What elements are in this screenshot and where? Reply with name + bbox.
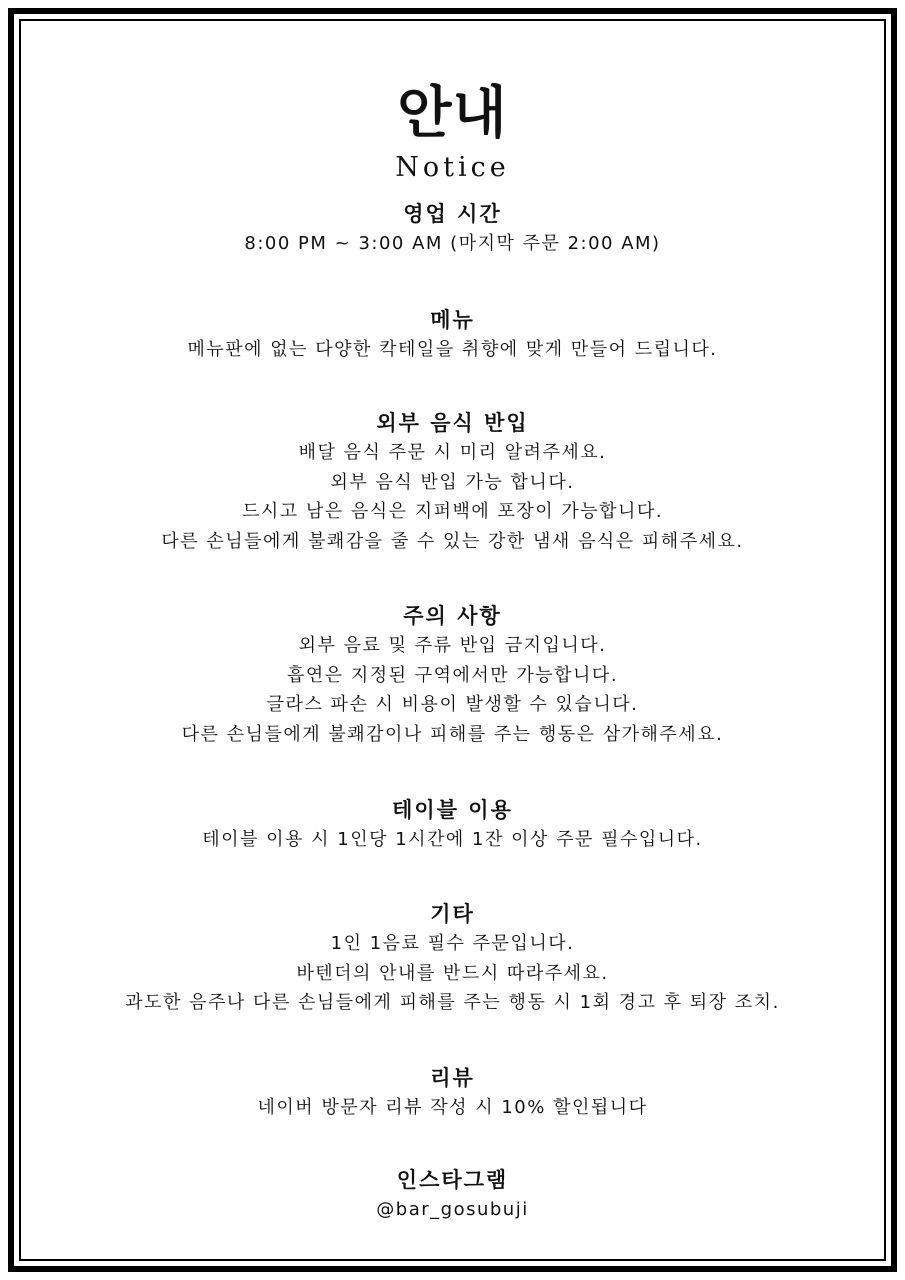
cautions-line-1: 외부 음료 및 주류 반입 금지입니다. bbox=[298, 635, 607, 656]
notice-title-english: Notice bbox=[395, 152, 510, 183]
section-instagram bbox=[0, 1165, 905, 1225]
section-heading-menu: 메뉴 bbox=[430, 308, 475, 332]
outside-food-line-3: 드시고 남은 음식은 지퍼백에 포장이 가능합니다. bbox=[241, 501, 664, 522]
section-table-use bbox=[0, 795, 905, 855]
outside-food-line-4: 다른 손님들에게 불쾌감을 줄 수 있는 강한 냄새 음식은 피해주세요. bbox=[161, 530, 744, 552]
other-line-2: 바텐더의 안내를 반드시 따라주세요. bbox=[296, 962, 609, 984]
section-business-hours bbox=[0, 199, 905, 259]
section-review bbox=[0, 1063, 905, 1123]
table-use-text: 테이블 이용 시 1인당 1시간에 1잔 이상 주문 필수입니다. bbox=[202, 829, 703, 850]
instagram-handle: @bar_gosubuji bbox=[376, 1199, 529, 1220]
menu-text: 메뉴판에 없는 다양한 칵테일을 취향에 맞게 만들어 드립니다. bbox=[187, 339, 718, 360]
section-heading-table-use: 테이블 이용 bbox=[392, 798, 513, 822]
section-heading-review: 리뷰 bbox=[430, 1066, 475, 1090]
notice-title-korean: 안내 bbox=[397, 80, 508, 146]
review-text: 네이버 방문자 리뷰 작성 시 10% 할인됩니다 bbox=[257, 1097, 648, 1118]
other-line-3: 과도한 음주나 다른 손님들에게 피해를 주는 행동 시 1회 경고 후 퇴장 조치. bbox=[125, 992, 780, 1013]
section-outside-food bbox=[0, 408, 905, 556]
section-cautions bbox=[0, 601, 905, 749]
section-heading-business-hours: 영업 시간 bbox=[403, 202, 502, 226]
section-menu bbox=[0, 305, 905, 365]
section-heading-instagram: 인스타그램 bbox=[396, 1168, 509, 1192]
section-heading-cautions: 주의 사항 bbox=[403, 604, 502, 628]
other-line-1: 1인 1음료 필수 주문입니다. bbox=[330, 933, 575, 954]
cautions-line-3: 글라스 파손 시 비용이 발생할 수 있습니다. bbox=[266, 694, 639, 715]
outside-food-line-1: 배달 음식 주문 시 미리 알려주세요. bbox=[298, 442, 607, 463]
section-other bbox=[0, 899, 905, 1018]
section-heading-other: 기타 bbox=[430, 902, 475, 926]
cautions-line-2: 흡연은 지정된 구역에서만 가능합니다. bbox=[286, 664, 619, 686]
section-heading-outside-food: 외부 음식 반입 bbox=[376, 411, 529, 435]
business-hours-text: 8:00 PM ~ 3:00 AM (마지막 주문 2:00 AM) bbox=[244, 233, 661, 254]
outside-food-line-2: 외부 음식 반입 가능 합니다. bbox=[330, 471, 575, 493]
cautions-line-4: 다른 손님들에게 불쾌감이나 피해를 주는 행동은 삼가해주세요. bbox=[181, 723, 724, 745]
